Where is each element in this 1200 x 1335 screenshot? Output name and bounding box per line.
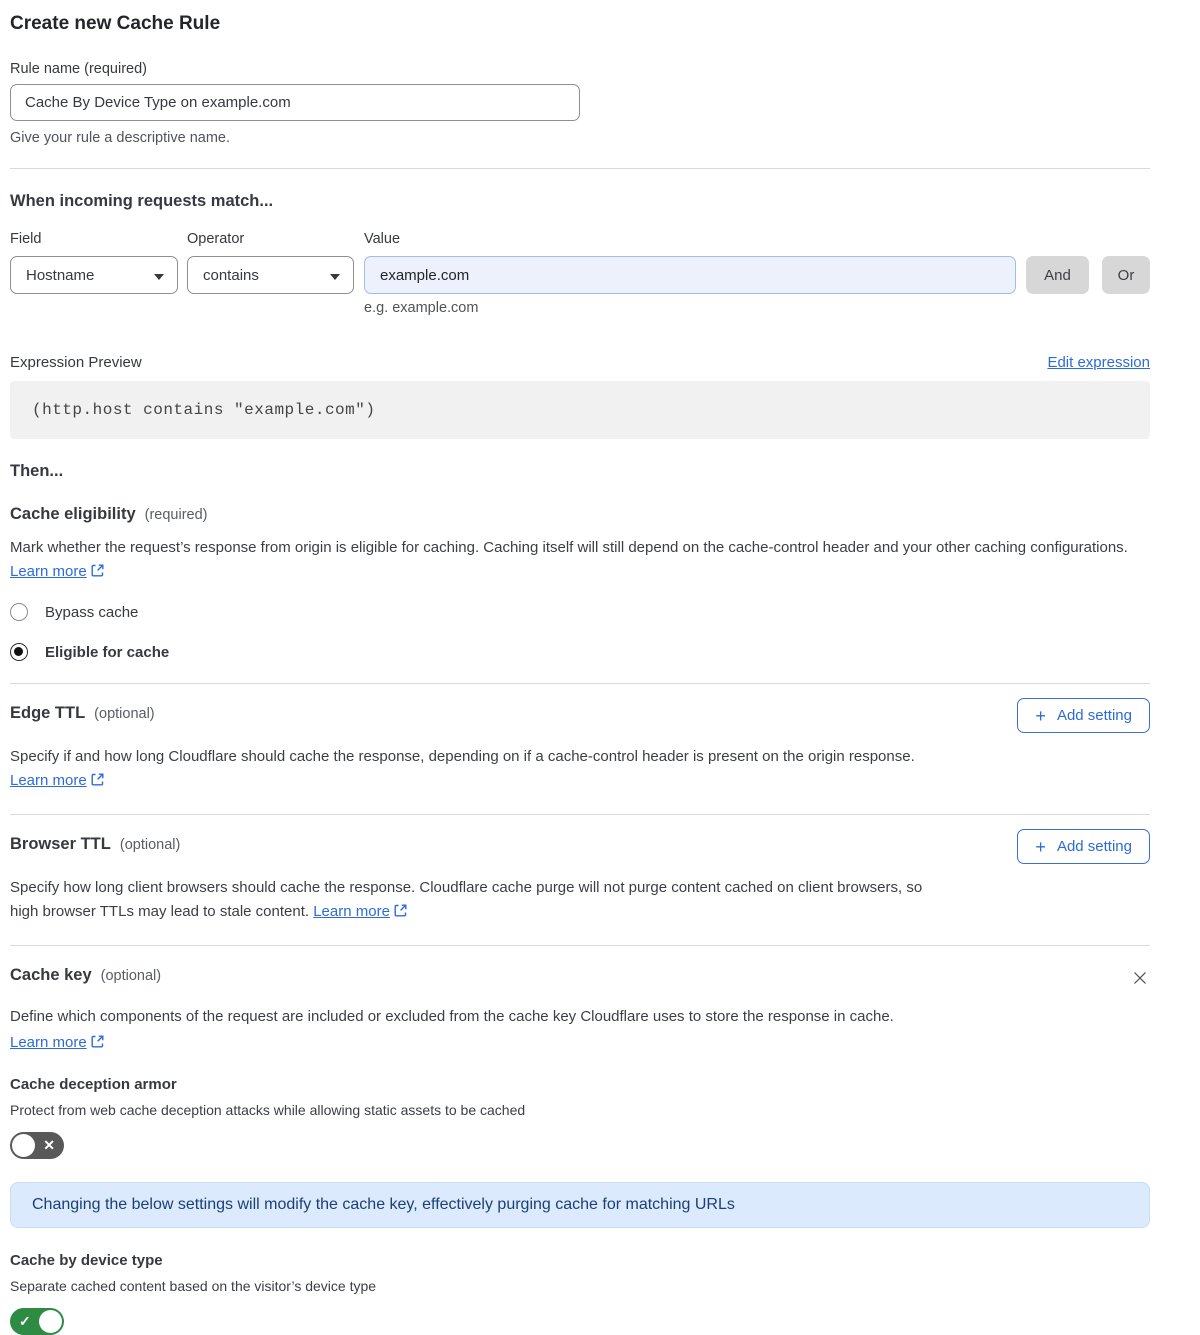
rule-name-input[interactable] [10,84,580,121]
radio-label: Bypass cache [45,603,139,621]
browser-ttl-qualifier: (optional) [119,837,181,853]
cache-deception-armor-toggle[interactable] [10,1132,64,1159]
edge-ttl-qualifier: (optional) [94,706,155,722]
radio-option-bypass-cache[interactable] [10,603,1150,621]
and-button[interactable]: And [1026,256,1089,294]
edge-ttl-add-setting-button[interactable] [1017,698,1150,733]
cache-eligibility-description-text: Mark whether the request’s response from origin is eligible for caching. Caching itself will still depend on the cache-control header and your other caching configurations. [10,539,1128,556]
cache-key-warning-banner: Changing the below settings will modify the cache key, effectively purging cache for matching URLs [10,1182,1150,1228]
operator-select[interactable] [187,256,354,294]
divider [10,814,1150,815]
rule-name-helper: Give your rule a descriptive name. [10,130,231,146]
plus-icon: + [1035,705,1046,726]
external-link-icon [91,564,104,577]
expression-code: (http.host contains "example.com") [10,381,1150,439]
external-link-icon [91,1035,104,1048]
edge-ttl-description [10,745,945,792]
learn-more-label: Learn more [313,902,390,920]
cache-key-description: Define which components of the request are included or excluded from the cache key Cloudflare uses to store the response in cache. [10,1008,894,1025]
radio-label: Eligible for cache [45,643,170,661]
field-select-value: Hostname [26,266,95,284]
edge-ttl-description-text: Specify if and how long Cloudflare should cache the response, depending on if a cache-control header is present on the origin response. [10,748,915,765]
browser-ttl-description-text: Specify how long client browsers should cache the response. Cloudflare cache purge will not purge content cached on client browsers, so high browser TTLs may lead to stale content. [10,879,923,920]
cache-eligibility-title: Cache eligibility [10,505,136,523]
cache-deception-armor-title: Cache deception armor [10,1075,177,1093]
cache-by-device-type-toggle[interactable] [10,1308,64,1335]
add-setting-label: Add setting [1056,838,1132,855]
expression-preview-label: Expression Preview [10,354,142,371]
value-helper: e.g. example.com [364,300,479,316]
check-icon: ✓ [19,1312,31,1329]
browser-ttl-heading [10,835,180,854]
edit-expression-link[interactable]: Edit expression [1047,354,1150,371]
divider [10,945,1150,946]
external-link-icon [91,773,104,786]
cache-eligibility-heading [10,505,1150,524]
value-label: Value [364,231,401,247]
match-controls-row [10,256,1150,294]
cache-eligibility-qualifier: (required) [144,507,208,523]
chevron-down-icon [330,267,340,284]
cache-key-title: Cache key [10,966,92,984]
external-link-icon [394,904,407,917]
plus-icon: + [1035,836,1046,857]
then-heading: Then... [10,462,64,480]
learn-more-label: Learn more [10,562,87,580]
match-column-labels [10,231,1150,247]
rule-name-label: Rule name (required) [10,61,148,77]
field-label: Field [10,231,42,247]
cache-eligibility-description [10,536,1140,583]
browser-ttl-heading-row [10,829,1150,864]
x-icon: ✕ [43,1136,55,1153]
operator-select-value: contains [203,266,259,284]
cache-deception-armor-description: Protect from web cache deception attacks while allowing static assets to be cached [10,1101,526,1118]
radio-selected-icon[interactable] [10,643,28,661]
browser-ttl-description [10,876,945,923]
browser-ttl-add-setting-button[interactable] [1017,829,1150,864]
match-heading: When incoming requests match... [10,192,274,210]
operator-label: Operator [187,231,245,247]
value-input[interactable] [364,256,1016,294]
cache-key-qualifier: (optional) [100,968,162,984]
cache-by-device-type-description: Separate cached content based on the visitor’s device type [10,1277,377,1294]
toggle-knob [39,1310,62,1333]
expression-preview-row [10,354,1150,371]
divider [10,683,1150,684]
browser-ttl-title: Browser TTL [10,835,111,853]
cache-key-learn-more-link[interactable] [10,1034,104,1051]
learn-more-label: Learn more [10,771,87,789]
or-button[interactable]: Or [1102,256,1150,294]
page-title: Create new Cache Rule [10,13,221,34]
cache-by-device-type-title: Cache by device type [10,1251,163,1269]
close-icon[interactable] [1130,968,1150,993]
browser-ttl-learn-more-link[interactable] [313,903,407,920]
edge-ttl-learn-more-link[interactable] [10,772,104,789]
cache-eligibility-learn-more-link[interactable] [10,563,104,580]
edge-ttl-heading [10,704,155,723]
edge-ttl-title: Edge TTL [10,704,86,722]
divider [10,168,1150,169]
cache-key-heading [10,966,161,985]
chevron-down-icon [154,267,164,284]
toggle-knob [12,1134,35,1157]
radio-icon[interactable] [10,603,28,621]
learn-more-label: Learn more [10,1033,87,1051]
cache-key-heading-row [10,960,1150,993]
edge-ttl-heading-row [10,698,1150,733]
field-select[interactable] [10,256,178,294]
add-setting-label: Add setting [1056,707,1132,724]
radio-option-eligible-for-cache[interactable] [10,643,1150,661]
